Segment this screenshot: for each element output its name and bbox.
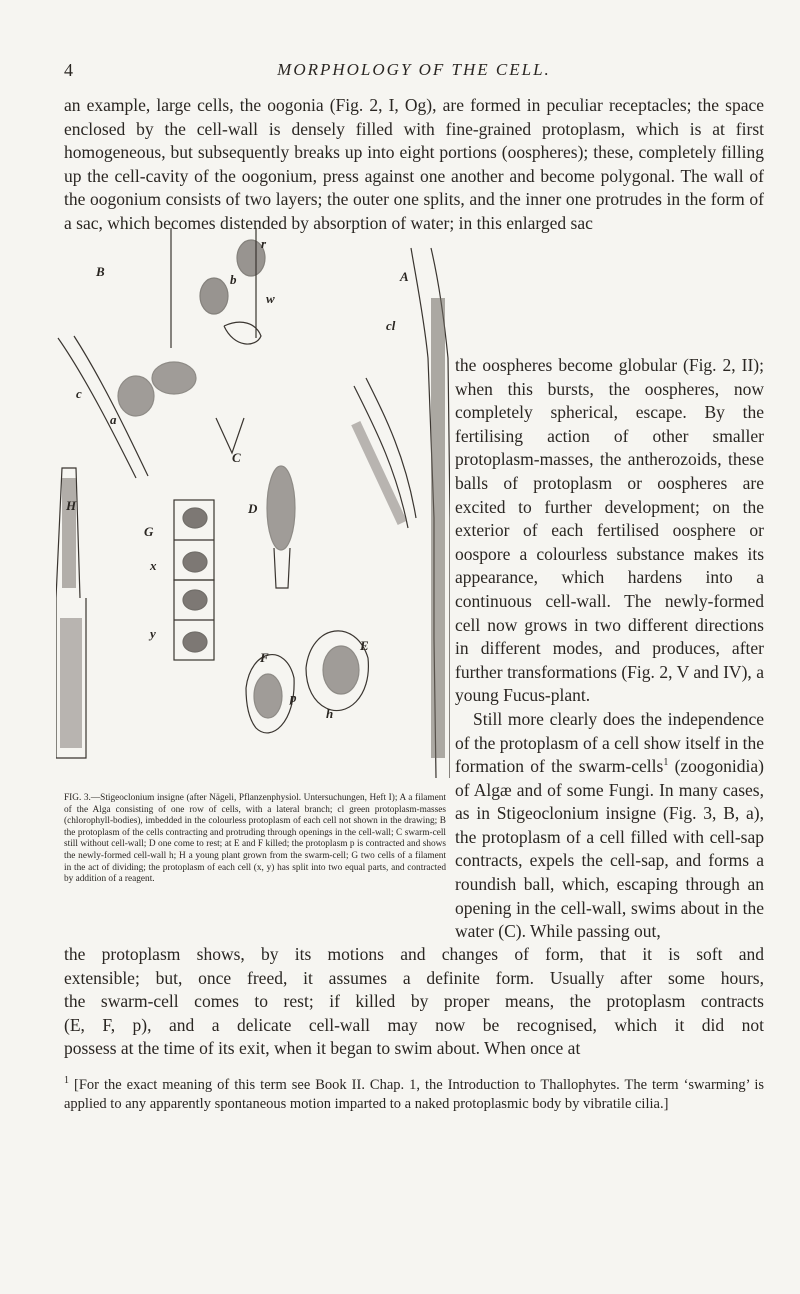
- figure-stigeoclonium: [56, 218, 450, 790]
- figure-label-G: G: [144, 524, 154, 539]
- figure-label-H: H: [66, 498, 77, 513]
- page-header: [64, 60, 764, 84]
- side-paragraph-2b: (zoogonidia) of Algæ and of some Fungi. In many cases, as in Stigeoclonium insigne (Fig. 3, B, a), the protoplasm of a cell filled with cell-sap contracts, expels the cell-sap, and forms a roundish ball, which, escaping through an opening in the cell-wall, swims about in the water (C). While passing out,: [455, 756, 764, 942]
- figure-label-p: p: [290, 690, 297, 705]
- body-paragraph-bottom: [64, 943, 764, 1061]
- bottom-line: extensible; but, once freed, it assumes a definite form. Usually after some hours,: [64, 967, 764, 988]
- figure-label-C: C: [232, 450, 241, 465]
- bottom-line: possess at the time of its exit, when it began to swim about. When once at: [64, 1038, 581, 1059]
- body-paragraph-side: [455, 354, 764, 944]
- footnote: [64, 1076, 764, 1114]
- figure-label-A: A: [400, 269, 409, 284]
- page-number: 4: [64, 60, 73, 80]
- bottom-line: the swarm-cell comes to rest; if killed by proper means, the protoplasm contracts: [64, 991, 764, 1012]
- dividing-cells-g-drawing: [174, 500, 214, 660]
- figure-label-B: B: [96, 264, 105, 279]
- figure-label-h: h: [326, 706, 334, 721]
- body-paragraph-top: an example, large cells, the oogonia (Fig. 2, I, Og), are formed in peculiar receptacles; the space enclosed by the cell-wall is densely filled with fine-grained protoplasm, which is at first homogeneous, but subsequently breaks up into eight portions (oospheres); these, completely filling up the cell-cavity of the oogonium, press against one another and become polygonal. The wall of the oogonium consists of two layers; the outer one splits, and the inner one protrudes in the form of a sac, which becomes distended by absorption of water; in this enlarged sac: [64, 95, 764, 233]
- figure-label-r: r: [261, 236, 267, 251]
- figure-label-b: b: [230, 272, 237, 287]
- running-title: MORPHOLOGY OF THE CELL.: [277, 60, 551, 79]
- bottom-line: the protoplasm shows, by its motions and changes of form, that it is soft and: [64, 944, 764, 964]
- figure-label-E: E: [360, 638, 369, 653]
- footnote-text: [For the exact meaning of this term see Book II. Chap. 1, the Introduction to Thallophytes. The term ‘swarming’ is applied to any apparently spontaneous motion imparted to a naked protoplasmic body by vibratile cilia.]: [64, 1077, 764, 1112]
- figure-label-D: D: [248, 501, 258, 516]
- footnote-number: 1: [64, 1075, 69, 1087]
- side-paragraph-2a: Still more clearly does the independence of the protoplasm of a cell show itself in the formation of the swarm-cells: [455, 708, 764, 777]
- figure-label-cl: cl: [386, 318, 396, 333]
- bottom-line: (E, F, p), and a delicate cell-wall may now be recognised, which it did not: [64, 1014, 764, 1035]
- figure-label-w: w: [266, 291, 275, 306]
- filament-a-drawing: [351, 248, 450, 778]
- side-paragraph-1: the oospheres become globular (Fig. 2, II); when this bursts, the oospheres, now completely spherical, escape. By the fertilising action of other smaller protoplasm-masses, the antherozoids, these balls of protoplasm or oospheres are excited to further development; on the exterior of each fertilised oosphere or oospore a colourless substance makes its appearance, which hardens into a continuous cell-wall. The newly-formed cell now grows in two different directions in different modes, and produces, after further transformations (Fig. 2, V and IV), a young Fucus-plant.: [455, 355, 764, 706]
- figure-label-y: y: [150, 626, 156, 641]
- figure-label-c: c: [76, 386, 82, 401]
- young-plant-h-drawing: [267, 466, 295, 588]
- figure-label-F: F: [260, 650, 269, 665]
- footnote-marker: 1: [663, 757, 669, 769]
- figure-label-a: a: [110, 412, 117, 427]
- swarm-cell-drawings: [118, 240, 265, 453]
- figure-label-x: x: [150, 558, 157, 573]
- resting-cells-e-f-drawing: [246, 631, 368, 733]
- figure-caption: FIG. 3.—Stigeoclonium insigne (after Nägeli, Pflanzenphysiol. Untersuchungen, Heft I); A a filament of the Alga consisting of one row of cells, with a lateral branch; cl green protoplasm-masses (chlorophyll-bodies), imbedded in the colourless protoplasm of each cell not shown in the drawing; B the protoplasm of the cells contracting and protruding through openings in the cell-wall; C swarm-cell still without cell-wall; D one come to rest; at E and F killed; the protoplasm p is contracted and shows the newly-formed cell-wall h; H a young plant grown from the swarm-cell; G two cells of a filament in the act of dividing; the protoplasm of each cell (x, y) has split into two equal parts, and contracted by addition of a reagent.: [64, 793, 446, 885]
